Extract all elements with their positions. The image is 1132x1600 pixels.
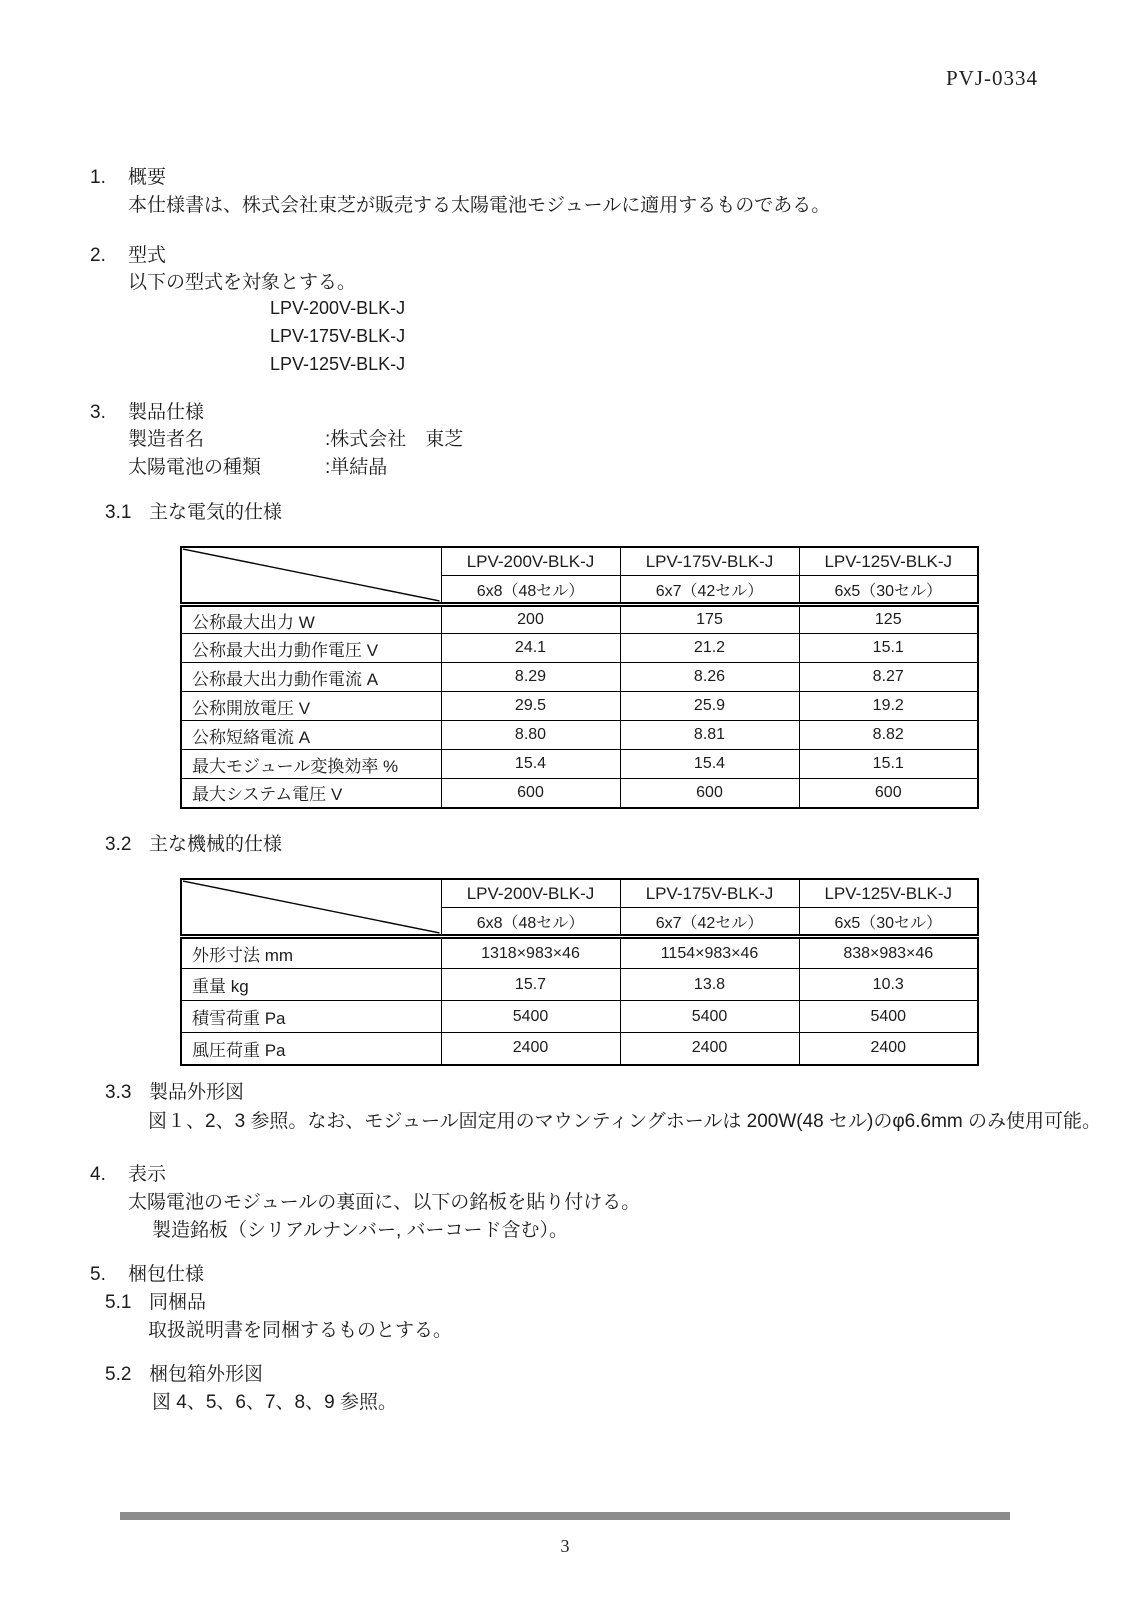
row-label: 最大システム電圧 V xyxy=(181,779,441,808)
maker-value: :株式会社 東芝 xyxy=(325,429,464,450)
table-row xyxy=(181,721,978,750)
table-row xyxy=(181,1033,978,1065)
maker-row xyxy=(128,424,463,451)
section-3-1-number: 3.1 xyxy=(105,502,132,523)
cell-type-label: 太陽電池の種類 xyxy=(128,457,262,478)
spec-value: 15.1 xyxy=(799,750,978,779)
section-5-2-heading xyxy=(105,1359,263,1386)
spec-value: 8.27 xyxy=(799,663,978,692)
footer-divider xyxy=(120,1512,1010,1520)
spec-value: 19.2 xyxy=(799,692,978,721)
section-1-title: 概要 xyxy=(128,167,167,188)
row-label: 外形寸法 mm xyxy=(181,937,441,969)
column-header: LPV-125V-BLK-J xyxy=(799,547,978,576)
spec-value: 25.9 xyxy=(620,692,799,721)
spec-value: 2400 xyxy=(441,1033,620,1065)
column-header: LPV-200V-BLK-J xyxy=(441,547,620,576)
row-label: 公称短絡電流 A xyxy=(181,721,441,750)
spec-value: 1318×983×46 xyxy=(441,937,620,969)
spec-value: 24.1 xyxy=(441,634,620,663)
spec-value: 600 xyxy=(441,779,620,808)
section-5-title: 梱包仕様 xyxy=(128,1264,205,1285)
spec-value: 2400 xyxy=(620,1033,799,1065)
diagonal-line xyxy=(182,880,441,934)
spec-value: 15.1 xyxy=(799,634,978,663)
spec-value: 1154×983×46 xyxy=(620,937,799,969)
spec-value: 5400 xyxy=(799,1001,978,1033)
spec-value: 2400 xyxy=(799,1033,978,1065)
column-subheader: 6x5（30セル） xyxy=(799,908,978,937)
section-3-3-note: 図１、2、3 参照。なお、モジュール固定用のマウンティングホールは 200W(48 セル)のφ6.6mm のみ使用可能。 xyxy=(148,1111,1102,1132)
column-subheader: 6x5（30セル） xyxy=(799,576,978,605)
section-2-number: 2. xyxy=(90,245,106,266)
cell-type-row xyxy=(128,452,387,479)
section-3-1-title: 主な電気的仕様 xyxy=(149,502,283,523)
section-4-number: 4. xyxy=(90,1164,106,1185)
section-4-heading xyxy=(90,1159,166,1186)
section-5-1-title: 同梱品 xyxy=(149,1292,207,1313)
spec-value: 10.3 xyxy=(799,969,978,1001)
model-item: LPV-175V-BLK-J xyxy=(270,326,406,346)
table-row xyxy=(181,937,978,969)
table-row xyxy=(181,969,978,1001)
section-3-2-number: 3.2 xyxy=(105,834,132,855)
row-label: 積雪荷重 Pa xyxy=(181,1001,441,1033)
column-subheader: 6x7（42セル） xyxy=(620,908,799,937)
maker-label: 製造者名 xyxy=(128,429,205,450)
spec-value: 21.2 xyxy=(620,634,799,663)
section-3-3-number: 3.3 xyxy=(105,1082,132,1103)
spec-value: 8.29 xyxy=(441,663,620,692)
electrical-spec-table xyxy=(180,546,979,809)
section-5-1-body: 取扱説明書を同梱するものとする。 xyxy=(148,1320,453,1341)
section-2-heading xyxy=(90,240,166,267)
table-row xyxy=(181,750,978,779)
column-subheader: 6x8（48セル） xyxy=(441,908,620,937)
section-3-1-heading xyxy=(105,497,282,524)
page-number: 3 xyxy=(560,1536,570,1556)
diagonal-header-cell xyxy=(181,547,441,605)
spec-value: 13.8 xyxy=(620,969,799,1001)
section-3-title: 製品仕様 xyxy=(128,402,205,423)
spec-value: 838×983×46 xyxy=(799,937,978,969)
section-4-body: 太陽電池のモジュールの裏面に、以下の銘板を貼り付ける。 xyxy=(128,1192,641,1213)
row-label: 公称最大出力 W xyxy=(181,605,441,634)
row-label: 公称開放電圧 V xyxy=(181,692,441,721)
model-list xyxy=(270,294,405,378)
spec-value: 15.4 xyxy=(441,750,620,779)
table-row xyxy=(181,779,978,808)
spec-value: 600 xyxy=(620,779,799,808)
spec-value: 15.4 xyxy=(620,750,799,779)
column-subheader: 6x8（48セル） xyxy=(441,576,620,605)
column-header: LPV-175V-BLK-J xyxy=(620,879,799,908)
spec-value: 5400 xyxy=(441,1001,620,1033)
spec-value: 8.82 xyxy=(799,721,978,750)
spec-value: 8.81 xyxy=(620,721,799,750)
section-1-heading xyxy=(90,162,166,189)
table-row xyxy=(181,634,978,663)
section-3-3-heading xyxy=(105,1077,244,1104)
table-row xyxy=(181,663,978,692)
column-header: LPV-125V-BLK-J xyxy=(799,879,978,908)
section-5-2-title: 梱包箱外形図 xyxy=(149,1364,264,1385)
section-5-heading xyxy=(90,1259,204,1286)
section-3-number: 3. xyxy=(90,402,106,423)
cell-type-value: :単結晶 xyxy=(325,457,388,478)
section-3-3-title: 製品外形図 xyxy=(149,1082,245,1103)
spec-value: 8.80 xyxy=(441,721,620,750)
section-5-2-number: 5.2 xyxy=(105,1364,132,1385)
model-item: LPV-125V-BLK-J xyxy=(270,354,406,374)
spec-value: 5400 xyxy=(620,1001,799,1033)
nameplate-note: 製造銘板（シリアルナンバー, バーコード含む）。 xyxy=(152,1220,569,1241)
section-5-2-body: 図 4、5、6、7、8、9 参照。 xyxy=(152,1392,397,1413)
section-1-body: 本仕様書は、株式会社東芝が販売する太陽電池モジュールに適用するものである。 xyxy=(128,195,831,216)
diagonal-header-cell xyxy=(181,879,441,937)
spec-value: 29.5 xyxy=(441,692,620,721)
section-5-1-number: 5.1 xyxy=(105,1292,132,1313)
section-5-number: 5. xyxy=(90,1264,106,1285)
spec-value: 8.26 xyxy=(620,663,799,692)
section-3-2-heading xyxy=(105,829,282,856)
table-row xyxy=(181,1001,978,1033)
row-label: 公称最大出力動作電流 A xyxy=(181,663,441,692)
section-3-heading xyxy=(90,397,204,424)
column-subheader: 6x7（42セル） xyxy=(620,576,799,605)
section-2-title: 型式 xyxy=(128,245,167,266)
table-row xyxy=(181,605,978,634)
section-5-1-heading xyxy=(105,1287,206,1314)
spec-value: 200 xyxy=(441,605,620,634)
section-1-number: 1. xyxy=(90,167,106,188)
section-3-2-title: 主な機械的仕様 xyxy=(149,834,283,855)
spec-value: 15.7 xyxy=(441,969,620,1001)
table-row xyxy=(181,692,978,721)
row-label: 重量 kg xyxy=(181,969,441,1001)
column-header: LPV-175V-BLK-J xyxy=(620,547,799,576)
column-header: LPV-200V-BLK-J xyxy=(441,879,620,908)
doc-number: PVJ-0334 xyxy=(946,66,1039,90)
section-4-title: 表示 xyxy=(128,1164,167,1185)
row-label: 風圧荷重 Pa xyxy=(181,1033,441,1065)
diagonal-line xyxy=(182,548,441,602)
section-2-intro: 以下の型式を対象とする。 xyxy=(128,272,357,293)
row-label: 最大モジュール変換効率 % xyxy=(181,750,441,779)
model-item: LPV-200V-BLK-J xyxy=(270,298,406,318)
spec-value: 600 xyxy=(799,779,978,808)
mechanical-spec-table xyxy=(180,878,979,1066)
spec-value: 125 xyxy=(799,605,978,634)
spec-value: 175 xyxy=(620,605,799,634)
row-label: 公称最大出力動作電圧 V xyxy=(181,634,441,663)
